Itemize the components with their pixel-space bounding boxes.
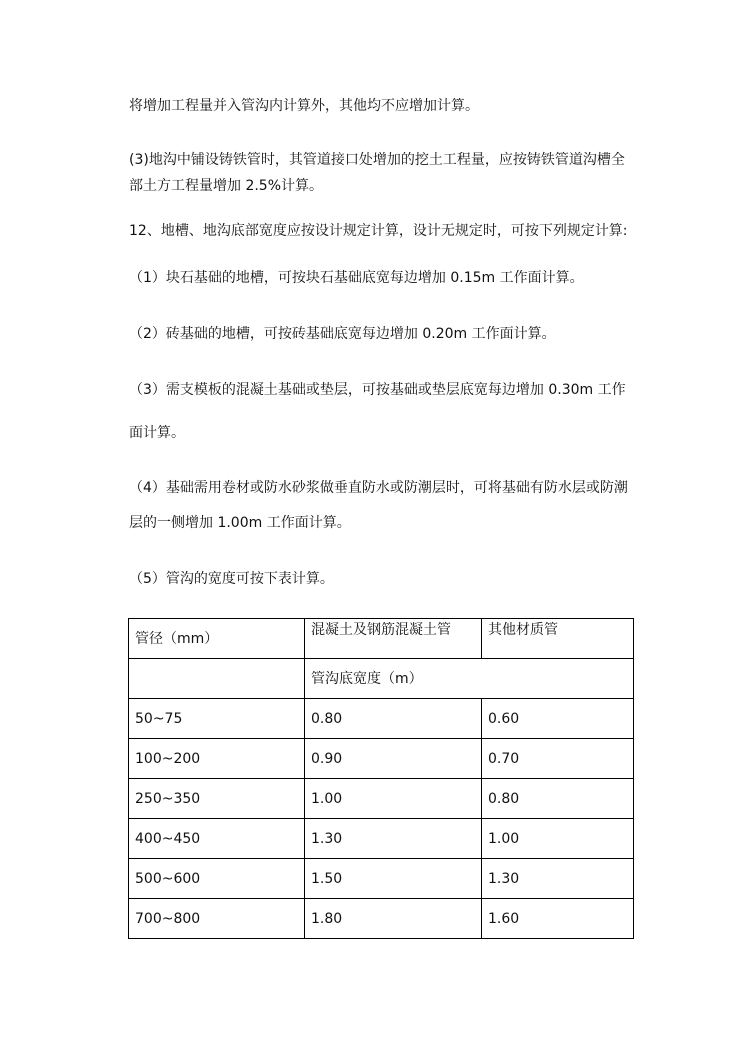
cell-diameter: 250~350	[129, 779, 305, 819]
cell-concrete-width: 0.80	[305, 699, 482, 739]
table-row	[129, 779, 634, 819]
cell-diameter: 400~450	[129, 819, 305, 859]
header-other-pipe: 其他材质管	[482, 619, 634, 659]
table-row	[129, 739, 634, 779]
cell-other-width: 0.80	[482, 779, 634, 819]
table-row	[129, 699, 634, 739]
cell-diameter: 100~200	[129, 739, 305, 779]
paragraph-line: 将增加工程量并入管沟内计算外，其他均不应增加计算。	[129, 98, 479, 114]
cell-diameter: 500~600	[129, 859, 305, 899]
cell-other-width: 1.30	[482, 859, 634, 899]
cell-concrete-width: 1.30	[305, 819, 482, 859]
paragraph-line: 12、地槽、地沟底部宽度应按设计规定计算，设计无规定时，可按下列规定计算:	[129, 223, 628, 239]
paragraph-line: （1）块石基础的地槽，可按块石基础底宽每边增加 0.15m 工作面计算。	[129, 270, 584, 286]
subheader-trench-width: 管沟底宽度（m）	[305, 659, 634, 699]
paragraph-line: 面计算。	[129, 425, 185, 441]
paragraph-line: 层的一侧增加 1.00m 工作面计算。	[129, 515, 351, 531]
cell-concrete-width: 0.90	[305, 739, 482, 779]
paragraph-line: （5）管沟的宽度可按下表计算。	[129, 571, 334, 587]
cell-diameter: 700~800	[129, 899, 305, 939]
header-concrete-pipe: 混凝土及钢筋混凝土管	[305, 619, 482, 659]
subheader-empty-cell	[129, 659, 305, 699]
paragraph-line: 部土方工程量增加 2.5%计算。	[129, 178, 324, 194]
table-row	[129, 819, 634, 859]
table-row	[129, 859, 634, 899]
cell-diameter: 50~75	[129, 699, 305, 739]
paragraph-line: （4）基础需用卷材或防水砂浆做垂直防水或防潮层时，可将基础有防水层或防潮	[129, 480, 628, 496]
trench-width-table	[128, 618, 634, 939]
paragraph-line: （3）需支模板的混凝土基础或垫层，可按基础或垫层底宽每边增加 0.30m 工作	[129, 382, 626, 398]
cell-concrete-width: 1.80	[305, 899, 482, 939]
paragraph-line: （2）砖基础的地槽，可按砖基础底宽每边增加 0.20m 工作面计算。	[129, 326, 556, 342]
cell-concrete-width: 1.00	[305, 779, 482, 819]
cell-other-width: 0.60	[482, 699, 634, 739]
cell-concrete-width: 1.50	[305, 859, 482, 899]
cell-other-width: 1.00	[482, 819, 634, 859]
header-pipe-diameter: 管径（mm）	[129, 619, 305, 659]
cell-other-width: 1.60	[482, 899, 634, 939]
table-row	[129, 899, 634, 939]
cell-other-width: 0.70	[482, 739, 634, 779]
paragraph-line: (3)地沟中铺设铸铁管时，其管道接口处增加的挖土工程量，应按铸铁管道沟槽全	[129, 152, 625, 168]
